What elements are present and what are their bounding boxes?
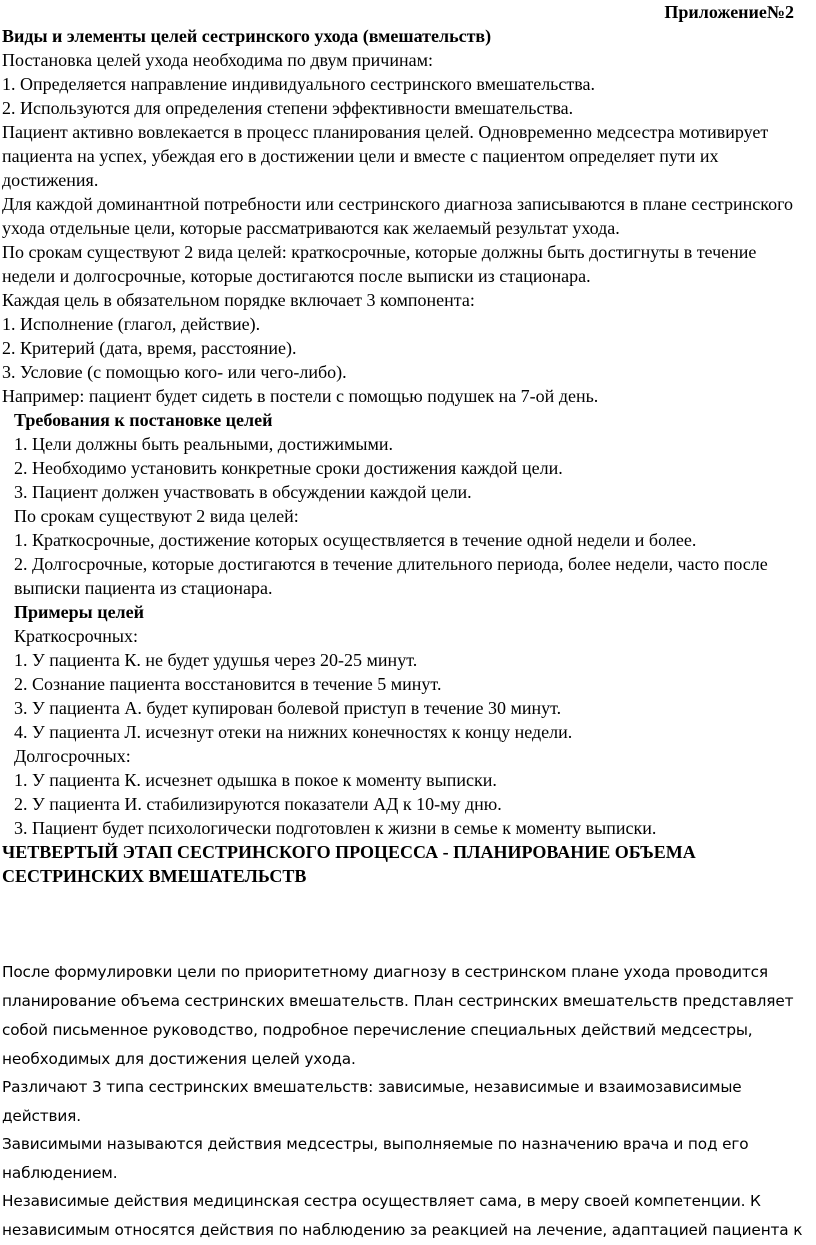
short-term-item: 2. Сознание пациента восстановится в течение 5 минут. [14,674,442,694]
short-term-item: 3. У пациента А. будет купирован болевой приступ в течение 30 минут. [14,698,562,718]
long-term-item: 1. У пациента К. исчезнет одышка в покое к моменту выписки. [14,770,497,790]
requirement-item: По срокам существуют 2 вида целей: [14,506,299,526]
stage-paragraph: После формулировки цели по приоритетному диагнозу в сестринском плане ухода проводится планирование объема сестринских вмешательств. План сестринских вмешательств представляет собой письменное руководство, подробное перечисление специальных действий медсестры, необходимых для достижения целей ухода. [2,963,794,1068]
examples-heading: Примеры целей [14,602,145,622]
intro-paragraph: Постановка целей ухода необходима по двум причинам: [2,50,434,70]
section-title: Виды и элементы целей сестринского ухода (вмешательств) [2,26,492,46]
long-term-label: Долгосрочных: [14,746,131,766]
requirement-item: 2. Необходимо установить конкретные сроки достижения каждой цели. [14,458,563,478]
long-term-item: 2. У пациента И. стабилизируются показатели АД к 10-му дню. [14,794,502,814]
appendix-label: Приложение№2 [664,2,794,22]
intro-paragraph: Для каждой доминантной потребности или сестринского диагноза записываются в плане сестринского ухода отдельные цели, которые рассматриваются как желаемый результат ухода. [2,194,794,238]
requirement-item: 1. Краткосрочные, достижение которых осуществляется в течение одной недели и более. [14,530,697,550]
intro-paragraph: 1. Определяется направление индивидуального сестринского вмешательства. [2,74,595,94]
short-term-item: 4. У пациента Л. исчезнут отеки на нижних конечностях к концу недели. [14,722,573,742]
intro-paragraph: Пациент активно вовлекается в процесс планирования целей. Одновременно медсестра мотивирует пациента на успех, убеждая его в достижении цели и вместе с пациентом определяет пути их достижения. [2,122,769,190]
intro-paragraph: 1. Исполнение (глагол, действие). [2,314,261,334]
stage-section [2,958,812,1244]
intro-paragraph: Например: пациент будет сидеть в постели с помощью подушек на 7-ой день. [2,386,599,406]
goals-section [2,24,807,888]
intro-paragraph: По срокам существуют 2 вида целей: краткосрочные, которые должны быть достигнуты в течение недели и долгосрочные, которые достигаются после выписки из стационара. [2,242,757,286]
requirement-item: 1. Цели должны быть реальными, достижимыми. [14,434,393,454]
intro-paragraph: 3. Условие (с помощью кого- или чего-либо). [2,362,347,382]
intro-paragraph: Каждая цель в обязательном порядке включает 3 компонента: [2,290,475,310]
stage-paragraph: Различают 3 типа сестринских вмешательств: зависимые, независимые и взаимозависимые действия. [2,1078,742,1125]
stage-paragraph: Независимые действия медицинская сестра осуществляет сама, в меру своей компетенции. К независимым относятся действия по наблюдению за реакцией на лечение, адаптацией пациента к [2,1192,803,1239]
short-term-item: 1. У пациента К. не будет удушья через 20-25 минут. [14,650,418,670]
stage-heading: ЧЕТВЕРТЫЙ ЭТАП СЕСТРИНСКОГО ПРОЦЕССА - ПЛАНИРОВАНИЕ ОБЪЕМА СЕСТРИНСКИХ ВМЕШАТЕЛЬСТВ [2,842,696,886]
requirement-item: 3. Пациент должен участвовать в обсуждении каждой цели. [14,482,472,502]
intro-paragraph: 2. Используются для определения степени эффективности вмешательства. [2,98,574,118]
long-term-item: 3. Пациент будет психологически подготовлен к жизни в семье к моменту выписки. [14,818,657,838]
intro-paragraph: 2. Критерий (дата, время, расстояние). [2,338,297,358]
requirements-heading: Требования к постановке целей [14,410,273,430]
stage-paragraph: Зависимыми называются действия медсестры, выполняемые по назначению врача и под его наблюдением. [2,1135,749,1182]
requirement-item: 2. Долгосрочные, которые достигаются в течение длительного периода, более недели, часто после выписки пациента из стационара. [14,554,768,598]
short-term-label: Краткосрочных: [14,626,138,646]
